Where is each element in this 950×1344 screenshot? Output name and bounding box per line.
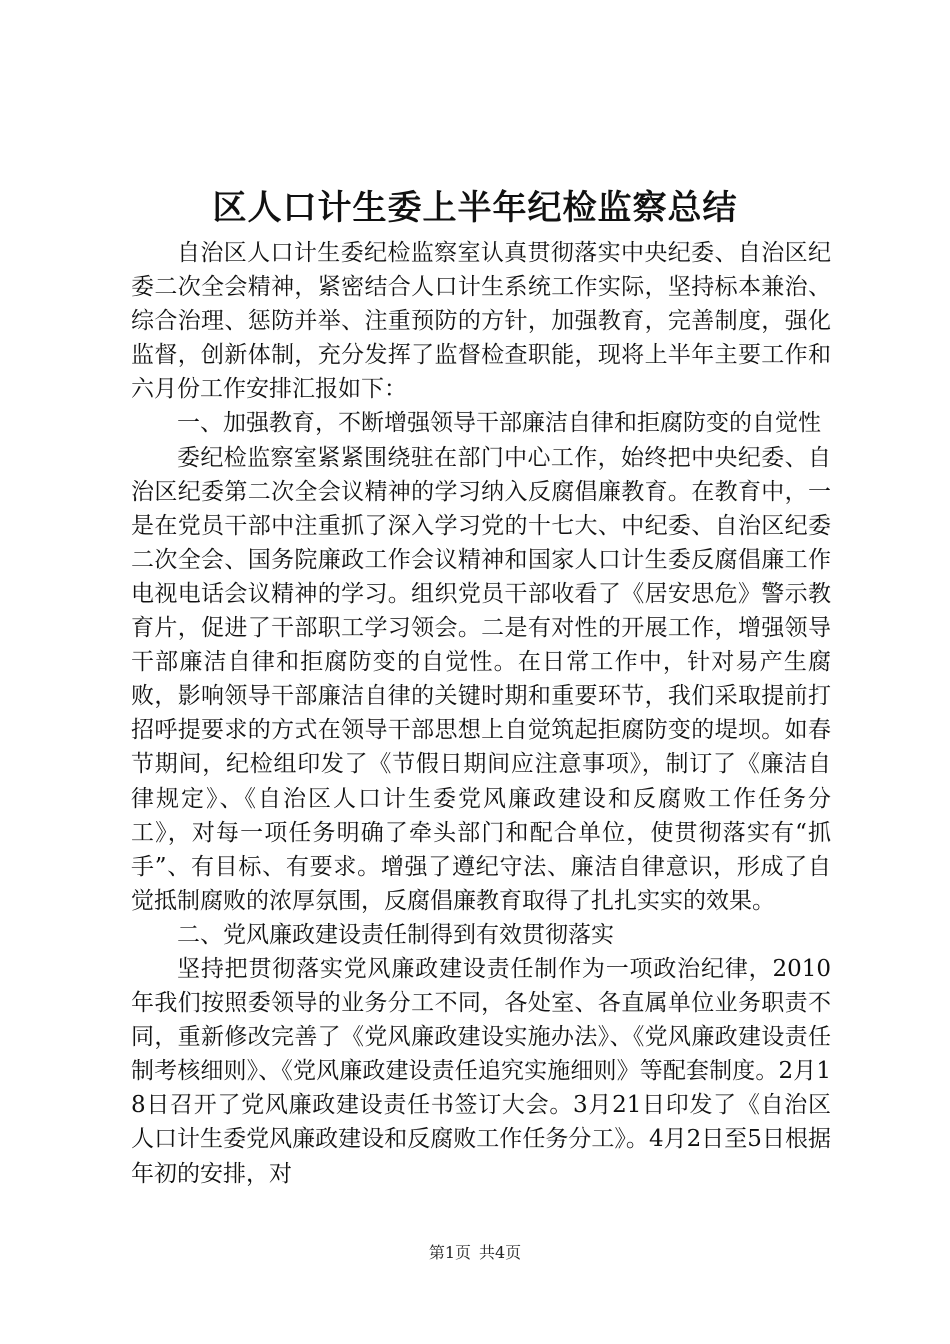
section-1-paragraph: 委纪检监察室紧紧围绕驻在部门中心工作，始终把中央纪委、自治区纪委第二次全会议精神的学习纳入反腐倡廉教育。在教育中，一是在党员干部中注重抓了深入学习党的十七大、中纪委、自治区纪委二次全会、国务院廉政工作会议精神和国家人口计生委反腐倡廉工作电视电话会议精神的学习。组织党员干部收看了《居安思危》警示教育片，促进了干部职工学习领会。二是有对性的开展工作，增强领导干部廉洁自律和拒腐防变的自觉性。在日常工作中，针对易产生腐败，影响领导干部廉洁自律的关键时期和重要环节，我们采取提前打招呼提要求的方式在领导干部思想上自觉筑起拒腐防变的堤坝。如春节期间，纪检组印发了《节假日期间应注意事项》，制订了《廉洁自律规定》、《自治区人口计生委党风廉政建设和反腐败工作任务分工》，对每一项任务明确了牵头部门和配合单位，使贯彻落实有“抓手”、有目标、有要求。增强了遵纪守法、廉洁自律意识，形成了自觉抵制腐败的浓厚氛围，反腐倡廉教育取得了扎扎实实的效果。 <box>131 444 831 914</box>
page-title: 区人口计生委上半年纪检监察总结 <box>212 188 738 228</box>
section-heading-2: 二、党风廉政建设责任制得到有效贯彻落实 <box>177 921 614 948</box>
intro-paragraph: 自治区人口计生委纪检监察室认真贯彻落实中央纪委、自治区纪委二次全会精神，紧密结合人口计生系统工作实际，坚持标本兼治、综合治理、惩防并举、注重预防的方针，加强教育，完善制度，强化监督，创新体制，充分发挥了监督检查职能，现将上半年主要工作和六月份工作安排汇报如下： <box>131 240 831 403</box>
page-total: 共4页 <box>479 1243 522 1262</box>
document-body <box>131 236 831 1191</box>
page-number: 第1页 <box>428 1243 471 1262</box>
section-2-paragraph: 坚持把贯彻落实党风廉政建设责任制作为一项政治纪律，2010年我们按照委领导的业务分工不同，各处室、各直属单位业务职责不同，重新修改完善了《党风廉政建设实施办法》、《党风廉政建设责任制考核细则》、《党风廉政建设责任追究实施细则》等配套制度。2月18日召开了党风廉政建设责任书签订大会。3月21日印发了《自治区人口计生委党风廉政建设和反腐败工作任务分工》。4月2日至5日根据年初的安排，对 <box>131 955 831 1187</box>
section-heading-1: 一、加强教育，不断增强领导干部廉洁自律和拒腐防变的自觉性 <box>177 410 821 437</box>
page-footer <box>0 1243 950 1263</box>
